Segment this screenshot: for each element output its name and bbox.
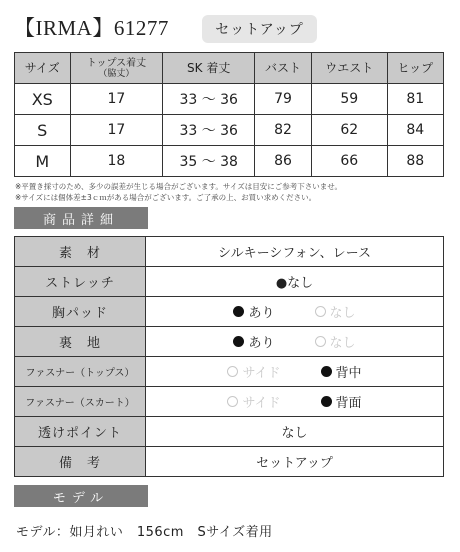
- table-row: [15, 84, 444, 115]
- skirt-length-cell: 33 〜 36: [163, 115, 255, 146]
- waist-cell: 66: [312, 146, 387, 177]
- empty-circle-icon: [315, 336, 326, 347]
- option-selected: 背面: [321, 392, 362, 411]
- bust-cell: 82: [255, 115, 312, 146]
- detail-label: 備 考: [15, 447, 146, 477]
- detail-row-lining: [15, 327, 444, 357]
- option-selected: 背中: [321, 362, 362, 381]
- header-size: サイズ: [15, 53, 71, 84]
- empty-circle-icon: [227, 396, 238, 407]
- page-title: 【IRMA】61277: [14, 16, 169, 40]
- measurement-note: ※平置き採寸のため、多少の誤差が生じる場合がございます。サイズは目安にご参考下さいませ。: [15, 182, 343, 191]
- option-selected: あり: [233, 302, 274, 321]
- details-section-title: 商品詳細: [14, 207, 148, 229]
- option-unselected: サイド: [227, 362, 280, 381]
- detail-value: セットアップ: [146, 447, 444, 477]
- header-top-length: トップス着丈 （脇丈）: [70, 53, 163, 84]
- waist-cell: 59: [312, 84, 387, 115]
- setup-badge: セットアップ: [202, 15, 317, 43]
- hip-cell: 88: [387, 146, 443, 177]
- detail-row-zip-skirt: [15, 387, 444, 417]
- size-cell: S: [15, 115, 71, 146]
- option-selected: あり: [233, 332, 274, 351]
- skirt-length-cell: 33 〜 36: [163, 84, 255, 115]
- filled-circle-icon: [233, 306, 244, 317]
- detail-value: ●なし: [146, 267, 444, 297]
- header-waist: ウエスト: [312, 53, 387, 84]
- model-info: モデル：如月れい 156cm Sサイズ着用: [16, 525, 273, 540]
- tolerance-note: ※サイズには個体差±3ｃｍがある場合がございます。ご了承の上、お買い求めください。: [15, 193, 317, 202]
- size-cell: XS: [15, 84, 71, 115]
- detail-label: 裏 地: [15, 327, 146, 357]
- detail-row-material: [15, 237, 444, 267]
- size-cell: M: [15, 146, 71, 177]
- bust-cell: 79: [255, 84, 312, 115]
- empty-circle-icon: [227, 366, 238, 377]
- table-row: [15, 115, 444, 146]
- top-length-cell: 18: [70, 146, 163, 177]
- detail-row-pad: [15, 297, 444, 327]
- detail-value: シルキーシフォン、レース: [146, 237, 444, 267]
- option-unselected: サイド: [227, 392, 280, 411]
- empty-circle-icon: [315, 306, 326, 317]
- size-table-header: [15, 53, 444, 84]
- size-table: [14, 52, 444, 177]
- top-length-cell: 17: [70, 84, 163, 115]
- header-skirt-length: SK 着丈: [163, 53, 255, 84]
- option-unselected: なし: [315, 302, 356, 321]
- detail-label: ストレッチ: [15, 267, 146, 297]
- waist-cell: 62: [312, 115, 387, 146]
- filled-circle-icon: [233, 336, 244, 347]
- option-unselected: なし: [315, 332, 356, 351]
- details-table: [14, 236, 444, 477]
- header-bust: バスト: [255, 53, 312, 84]
- detail-label: 胸パッド: [15, 297, 146, 327]
- detail-label: 素 材: [15, 237, 146, 267]
- detail-label: ファスナー（スカート）: [15, 387, 146, 417]
- detail-label: 透けポイント: [15, 417, 146, 447]
- detail-row-sheer: [15, 417, 444, 447]
- bust-cell: 86: [255, 146, 312, 177]
- table-row: [15, 146, 444, 177]
- hip-cell: 81: [387, 84, 443, 115]
- detail-row-remarks: [15, 447, 444, 477]
- model-section-title: モデル: [14, 485, 148, 507]
- hip-cell: 84: [387, 115, 443, 146]
- detail-row-stretch: [15, 267, 444, 297]
- detail-row-zip-top: [15, 357, 444, 387]
- header-hip: ヒップ: [387, 53, 443, 84]
- skirt-length-cell: 35 〜 38: [163, 146, 255, 177]
- filled-circle-icon: [321, 396, 332, 407]
- detail-value: なし: [146, 417, 444, 447]
- top-length-cell: 17: [70, 115, 163, 146]
- detail-label: ファスナー（トップス）: [15, 357, 146, 387]
- filled-circle-icon: [321, 366, 332, 377]
